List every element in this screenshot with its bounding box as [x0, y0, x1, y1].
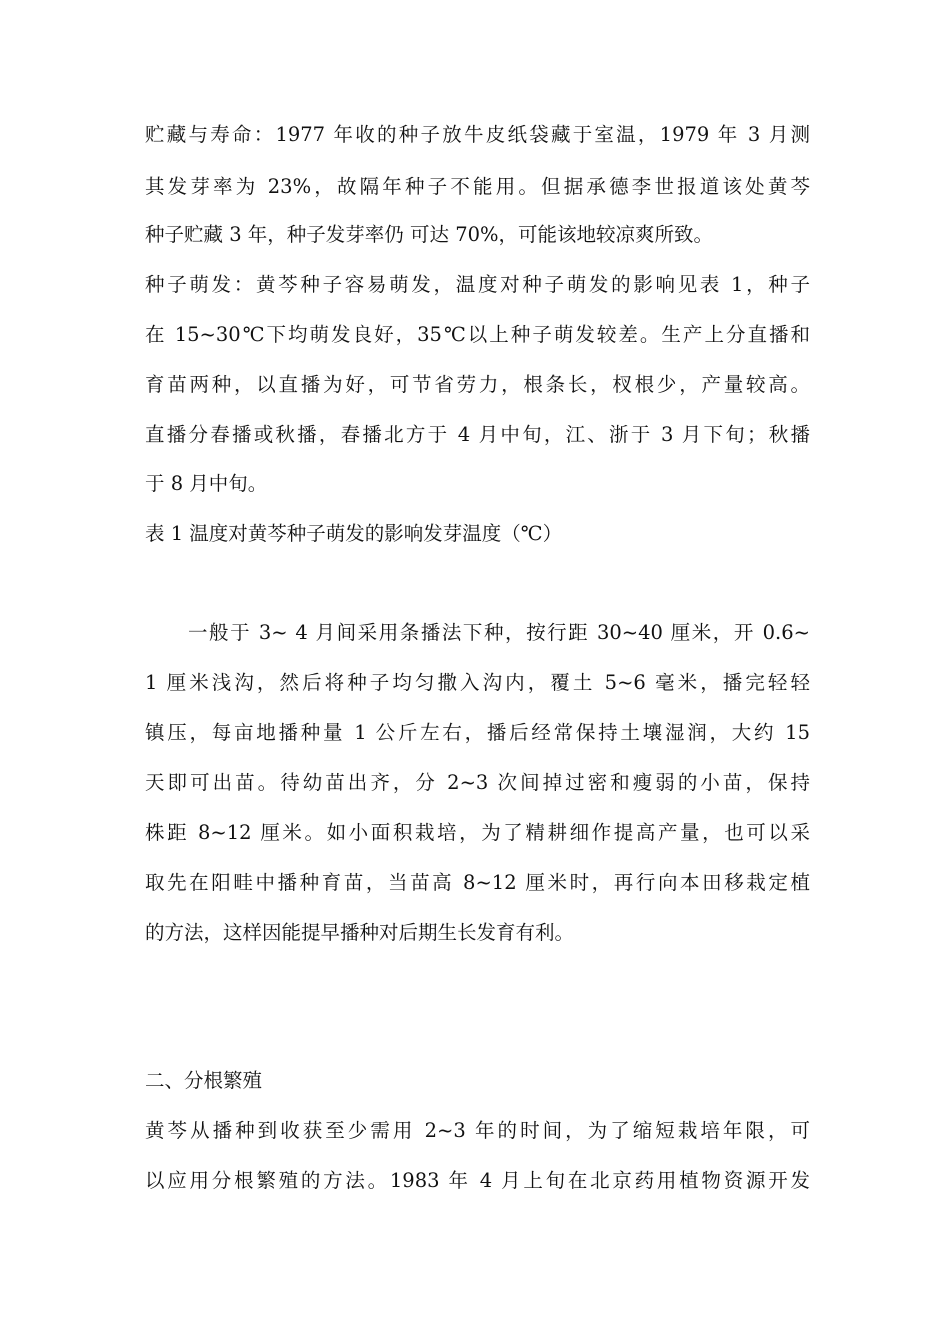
text-line: 1 厘米浅沟，然后将种子均匀撒入沟内，覆土 5~6 毫米，播完轻轻 — [145, 671, 810, 694]
text-line: 其发芽率为 23%，故隔年种子不能用。但据承德李世报道该处黄芩 — [145, 175, 810, 198]
text-line: 以应用分根繁殖的方法。1983 年 4 月上旬在北京药用植物资源开发 — [145, 1169, 810, 1192]
text-line: 种子萌发：黄芩种子容易萌发，温度对种子萌发的影响见表 1，种子 — [145, 273, 810, 296]
text-line: 的方法，这样因能提早播种对后期生长发育有利。 — [145, 921, 575, 944]
table-caption: 表 1 温度对黄芩种子萌发的影响发芽温度（℃） — [145, 522, 563, 545]
text-line: 种子贮藏 3 年，种子发芽率仍 可达 70%，可能该地较凉爽所致。 — [145, 223, 714, 246]
text-line: 在 15~30℃下均萌发良好，35℃以上种子萌发较差。生产上分直播和 — [145, 323, 810, 346]
text-line: 黄芩从播种到收获至少需用 2~3 年的时间，为了缩短栽培年限，可 — [145, 1119, 810, 1142]
text-line: 株距 8~12 厘米。如小面积栽培，为了精耕细作提高产量，也可以采 — [145, 821, 810, 844]
text-line: 育苗两种，以直播为好，可节省劳力，根条长，杈根少，产量较高。 — [145, 373, 810, 396]
text-line: 镇压，每亩地播种量 1 公斤左右，播后经常保持土壤湿润，大约 15 — [145, 721, 810, 744]
text-line: 贮藏与寿命：1977 年收的种子放牛皮纸袋藏于室温，1979 年 3 月测 — [145, 123, 810, 146]
text-line: 直播分春播或秋播，春播北方于 4 月中旬，江、浙于 3 月下旬；秋播 — [145, 423, 810, 446]
section-heading: 二、分根繁殖 — [145, 1069, 263, 1092]
text-line: 天即可出苗。待幼苗出齐，分 2~3 次间掉过密和瘦弱的小苗，保持 — [145, 771, 810, 794]
text-line: 取先在阳畦中播种育苗，当苗高 8~12 厘米时，再行向本田移栽定植 — [145, 871, 810, 894]
text-line: 一般于 3~ 4 月间采用条播法下种，按行距 30~40 厘米，开 0.6~ — [188, 621, 810, 644]
text-line: 于 8 月中旬。 — [145, 472, 268, 495]
